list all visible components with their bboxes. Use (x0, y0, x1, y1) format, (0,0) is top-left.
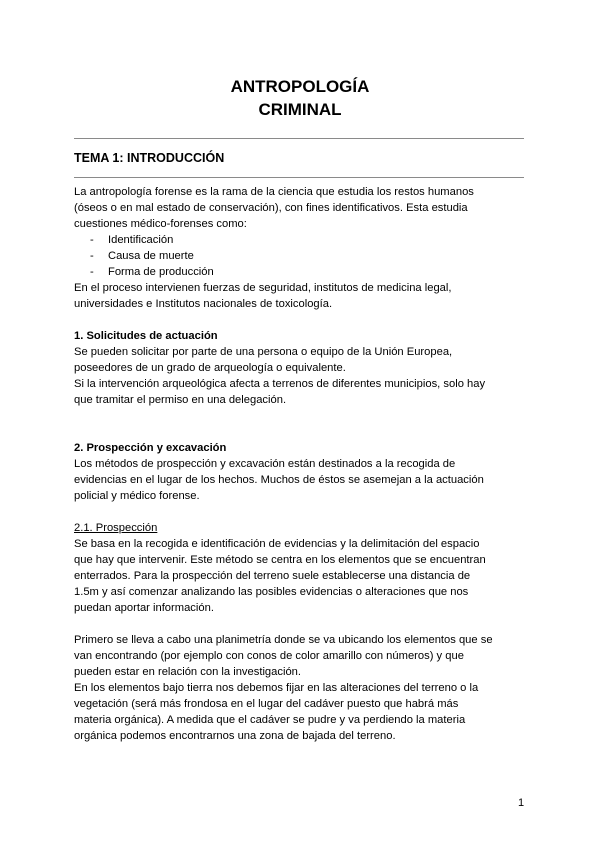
paragraph-line: policial y médico forense. (74, 490, 200, 502)
paragraph-line: Se pueden solicitar por parte de una persona o equipo de la Unión Europea, (74, 346, 453, 358)
section-2-1-heading: 2.1. Prospección (74, 522, 158, 534)
document-title-line-2: CRIMINAL (258, 100, 342, 119)
list-item-text: Causa de muerte (108, 250, 194, 262)
page-number: 1 (518, 797, 525, 809)
paragraph-line: que hay que intervenir. Este método se centra en los elementos que se encuentran (74, 554, 486, 566)
section-1-heading: 1. Solicitudes de actuación (74, 330, 218, 342)
paragraph-line: vegetación (será más frondosa en el lugar del cadáver puesto que habrá más (74, 698, 459, 710)
paragraph-line: Primero se lleva a cabo una planimetría donde se va ubicando los elementos que se (74, 634, 493, 646)
section-2-1 (74, 520, 532, 616)
paragraph-line: pueden estar en relación con la investigación. (74, 666, 302, 678)
intro-line: En el proceso intervienen fuerzas de seguridad, institutos de medicina legal, (74, 282, 452, 294)
paragraph-line: En los elementos bajo tierra nos debemos fijar en las alteraciones del terreno o la (74, 682, 479, 694)
paragraph-line: que tramitar el permiso en una delegación. (74, 394, 287, 406)
document-title-line-1: ANTROPOLOGÍA (230, 77, 370, 96)
list-item-text: Identificación (108, 234, 174, 246)
paragraph-line: evidencias en el lugar de los hechos. Muchos de éstos se asemejan a la actuación (74, 474, 484, 486)
section-1 (74, 328, 532, 408)
section-2-heading: 2. Prospección y excavación (74, 442, 227, 454)
intro-line: La antropología forense es la rama de la ciencia que estudia los restos humanos (74, 186, 474, 198)
paragraph-line: enterrados. Para la prospección del terreno suele establecerse una distancia de (74, 570, 471, 582)
paragraph-line: Si la intervención arqueológica afecta a terrenos de diferentes municipios, solo hay (74, 378, 486, 390)
paragraph-line: van encontrando (por ejemplo con conos de color amarillo con números) y que (74, 650, 464, 662)
divider-top (74, 138, 524, 139)
list-bullet: - (90, 234, 94, 246)
list-item (74, 248, 532, 264)
divider-bottom (74, 177, 524, 178)
intro-line: universidades e Institutos nacionales de toxicología. (74, 298, 333, 310)
intro-block (74, 184, 532, 312)
section-2-1-continued (74, 632, 532, 744)
paragraph-line: materia orgánica). A medida que el cadáver se pudre y va perdiendo la materia (74, 714, 466, 726)
list-item-text: Forma de producción (108, 266, 214, 278)
paragraph-line: orgánica podemos encontrarnos una zona de bajada del terreno. (74, 730, 396, 742)
paragraph-line: puedan aportar información. (74, 602, 214, 614)
intro-line: cuestiones médico-forenses como: (74, 218, 247, 230)
paragraph-line: 1.5m y así comenzar analizando las posibles evidencias o alteraciones que nos (74, 586, 469, 598)
paragraph-line: Los métodos de prospección y excavación están destinados a la recogida de (74, 458, 456, 470)
list-bullet: - (90, 250, 94, 262)
paragraph-line: Se basa en la recogida e identificación de evidencias y la delimitación del espacio (74, 538, 480, 550)
list-item (74, 264, 532, 280)
list-item (74, 232, 532, 248)
intro-line: (óseos o en mal estado de conservación), con fines identificativos. Esta estudia (74, 202, 468, 214)
list-bullet: - (90, 266, 94, 278)
section-2 (74, 440, 532, 504)
tema-heading: TEMA 1: INTRODUCCIÓN (74, 151, 225, 165)
paragraph-line: poseedores de un grado de arqueología o equivalente. (74, 362, 346, 374)
